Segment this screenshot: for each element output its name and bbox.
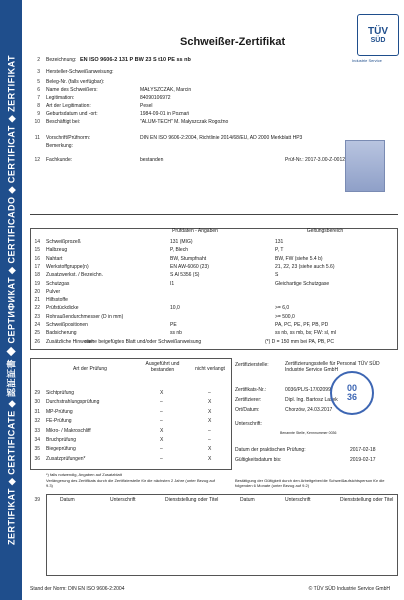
test-label: Zusatzprüfungen* xyxy=(46,455,86,462)
footnote-text: *) falls notwendig, Angaben auf Zusatzblatt xyxy=(46,472,122,477)
cert-ort-value: Chorzów, 24.03.2017 xyxy=(285,407,333,413)
row-number: 19 xyxy=(34,280,40,287)
verlaengerung-right-text: Bestätigung der Gültigkeit durch den Arbeitgeber/die Schweißaufsichtsperson für die folgenden 6 Monate (unter Bezug auf 9.2) xyxy=(235,478,385,488)
table-row xyxy=(30,338,398,347)
row-geltungsbereich: PA, PC, PE, PF, PB, PD xyxy=(275,322,329,328)
field-row xyxy=(30,142,398,151)
row-label: Zusatzwerkst. / Bezeichn. xyxy=(46,272,103,279)
field-number: 10 xyxy=(34,119,40,125)
cert-gueltig-value: 2019-02-17 xyxy=(350,457,376,463)
stamp-text-a: 00 xyxy=(346,383,357,393)
field-label: Beschäftigt bei: xyxy=(46,119,81,125)
row-prufdaten: EN AW-6060 (23) xyxy=(170,263,209,270)
test-done: – xyxy=(160,399,163,406)
row-geltungsbereich: ss nb, ss mb, bs; FW: sl, ml xyxy=(275,330,337,337)
row-number: 31 xyxy=(34,408,40,415)
row-label: Pulver xyxy=(46,288,61,295)
row-label: Schweißpositionen xyxy=(46,322,88,328)
field-label: Bezeichnung: xyxy=(46,57,77,63)
test-label: Sichtprüfung xyxy=(46,390,75,396)
row-prufdaten: P, Blech xyxy=(170,247,188,254)
row-prufdaten: 131 (MIG) xyxy=(170,239,193,245)
footer-norm: Stand der Norm: DIN EN ISO 9606-2:2004 xyxy=(30,586,125,592)
field-extra: Prüf-Nr.: 2017-3.00-Z-0012 xyxy=(285,157,346,163)
verlaengerung-right xyxy=(230,478,395,490)
field-number: 7 xyxy=(37,95,40,101)
field-value: 1984-09-01 in Poznań xyxy=(140,111,190,117)
header-nicht-verlangt: nicht verlangt xyxy=(195,366,225,372)
header-prufdaten: Prüfdaten - Angaben xyxy=(172,228,218,234)
cert-zert-value: Dipl. Ing. Bartosz Lasek xyxy=(285,397,338,403)
row-number: 32 xyxy=(34,418,40,425)
test-done: X xyxy=(160,427,164,434)
row-geltungsbereich: BW, FW (siehe 5.4 b) xyxy=(275,255,323,262)
cert-unterschrift-label: Unterschrift: xyxy=(235,421,262,427)
row-number: 17 xyxy=(34,263,40,270)
field-label: Legitimation: xyxy=(46,95,75,101)
row-geltungsbereich: (*) D = 150 mm bei PA, PB, PC xyxy=(265,338,334,345)
cert-gueltig-row xyxy=(30,456,398,465)
field-number: 6 xyxy=(37,87,40,93)
row-number: 24 xyxy=(34,322,40,328)
row-number: 26 xyxy=(34,338,40,345)
test-done: – xyxy=(160,418,163,425)
row-label: Hilfsstoffe xyxy=(46,297,68,304)
cert-zert-label: Zertifizierer: xyxy=(235,397,262,403)
test-not-required: X xyxy=(208,446,212,453)
field-value: "ALUM-TECH" M. Małyszczak Rogoźno xyxy=(140,119,229,125)
row-number: 14 xyxy=(34,239,40,245)
header-art: Art der Prüfung xyxy=(73,366,107,372)
row-number: 35 xyxy=(34,446,40,453)
sidebar-text: ZERTIFIKAT ◆ CERTIFICATE ◆ 認証証書 ◆ СЕРТИФИКАТ ◆ CERTIFICADO ◆ CERTIFICAT ◆ ZERTIFIKAT xyxy=(6,55,17,545)
cert-pruef-row xyxy=(30,446,398,455)
logo-mid-text: SÜD xyxy=(370,36,386,44)
row-label: Halbzeug xyxy=(46,247,68,254)
row-label: Werkstoffgruppe(n) xyxy=(46,263,89,270)
row-geltungsbereich: >= 6,0 xyxy=(275,305,290,312)
field-label: Beleg-Nr. (falls verfügbar): xyxy=(46,79,105,85)
test-not-required: X xyxy=(208,455,212,462)
cert-ort-label: Ort/Datum: xyxy=(235,407,260,413)
field-value: DIN EN ISO 9606-2:2004, Richtlinie 2014/68/EU, AD 2000 Merkblatt HP3 xyxy=(140,135,303,141)
cert-stelle-row xyxy=(30,361,398,373)
field-value: bestanden xyxy=(140,157,164,163)
test-not-required: – xyxy=(208,390,211,396)
test-label: FE-Prüfung xyxy=(46,418,72,425)
field-number: 8 xyxy=(37,103,40,109)
cert-stelle-value: Zertifizierungsstelle für Personal TÜV SÜD Industrie Service GmbH xyxy=(285,361,380,373)
verlaengerung-left xyxy=(30,478,215,490)
cert-gueltig-label: Gültigkeitsdatum bis: xyxy=(235,457,282,463)
field-row xyxy=(30,118,398,127)
row-label: Schweißprozeß xyxy=(46,239,81,245)
cert-nr-label: Zertifikats-Nr.: xyxy=(235,387,267,393)
page-title: Schweißer-Zertifikat xyxy=(180,36,286,48)
row-prufdaten: siehe beigefügtes Blatt und/oder Schweißanweisung xyxy=(85,338,202,345)
test-not-required: – xyxy=(208,437,211,443)
test-not-required: X xyxy=(208,408,212,415)
row-number: 30 xyxy=(34,399,40,406)
tuv-stamp xyxy=(330,371,374,415)
header-ausgefuehrt: Ausgeführt und bestanden xyxy=(145,361,180,373)
row-number: 15 xyxy=(34,247,40,254)
table3-number-text: 39 xyxy=(34,497,40,503)
row-prufdaten: PE xyxy=(170,322,177,328)
row-number: 20 xyxy=(34,288,40,295)
row-number: 29 xyxy=(34,390,40,396)
logo-top-text: TÜV xyxy=(368,25,388,37)
certificate-sidebar xyxy=(0,0,22,600)
row-label: Zusätzliche Hinweise: xyxy=(46,338,95,345)
field-label: Art der Legitimation: xyxy=(46,103,91,109)
sign-caption: Benannte Stelle, Kennnummer 0036 xyxy=(280,431,337,435)
field-value: MAŁYSZCZAK, Marcin xyxy=(140,87,192,93)
field-label: Geburtsdatum und -ort: xyxy=(46,111,98,117)
divider xyxy=(30,214,398,215)
table3-header: Dienststellung oder Titel xyxy=(165,497,219,503)
cert-stelle-label: Zertifizierstelle: xyxy=(235,362,269,368)
stamp-text-b: 36 xyxy=(346,392,357,402)
row-label: Schutzgas xyxy=(46,280,70,287)
row-number: 25 xyxy=(34,330,40,337)
field-label: Vorschrift/Prüfnorm: xyxy=(46,135,91,141)
test-label: Mikro- / Makroschliff xyxy=(46,427,91,434)
row-number: 18 xyxy=(34,272,40,279)
table3-header: Unterschrift xyxy=(285,497,311,503)
row-number: 16 xyxy=(34,255,40,262)
row-prufdaten: 10,0 xyxy=(170,305,180,312)
row-number: 22 xyxy=(34,305,40,312)
verlaengerung-left-text: Verlängerung des Zertifikats durch die Zertifizierstelle für die nächsten 2 Jahre (unter Bezug auf 9.3) xyxy=(46,478,215,488)
field-value: Pesel xyxy=(140,103,153,109)
field-label: Fachkunde: xyxy=(46,157,73,163)
table3-header: Datum xyxy=(60,497,75,503)
row-number: 34 xyxy=(34,437,40,443)
row-geltungsbereich: S xyxy=(275,272,279,279)
footer-copyright: © TÜV SÜD Industrie Service GmbH xyxy=(308,586,390,592)
test-row xyxy=(30,436,398,445)
test-done: – xyxy=(160,408,163,415)
table3-header: Dienststellung oder Titel xyxy=(340,497,394,503)
field-value: 84090106972 xyxy=(140,95,171,101)
field-label: Bemerkung: xyxy=(46,143,73,149)
row-number: 33 xyxy=(34,427,40,434)
row-number: 36 xyxy=(34,455,40,462)
test-not-required: X xyxy=(208,399,212,406)
row-label: Badsicherung xyxy=(46,330,77,337)
row-geltungsbereich: 131 xyxy=(275,239,284,245)
row-label: Rohraußendurchmesser (D in mm) xyxy=(46,313,124,320)
cert-unterschrift-row xyxy=(30,420,398,429)
table3-header: Datum xyxy=(240,497,255,503)
row-geltungsbereich: P, T xyxy=(275,247,284,254)
table3-header: Unterschrift xyxy=(110,497,136,503)
row-number: 21 xyxy=(34,297,40,304)
test-done: – xyxy=(160,446,163,453)
cert-pruef-label: Datum der praktischen Prüfung: xyxy=(235,447,306,453)
field-value: EN ISO 9606-2 131 P BW 23 S t10 PE ss nb xyxy=(80,57,191,63)
field-number: 5 xyxy=(37,79,40,85)
row-label: Nahtart xyxy=(46,255,63,262)
test-done: X xyxy=(160,437,164,443)
row-label: Prüfstückdicke xyxy=(46,305,79,312)
table-verlaengerung xyxy=(46,494,398,576)
test-label: Biegeprüfung xyxy=(46,446,76,453)
field-number: 2 xyxy=(37,57,40,63)
field-number: 12 xyxy=(34,157,40,163)
field-row xyxy=(30,156,398,165)
row-geltungsbereich: 21, 22, 23 (siehe auch 5.6) xyxy=(275,263,335,270)
field-row xyxy=(30,68,398,77)
test-label: Bruchprüfung xyxy=(46,437,77,443)
test-done: X xyxy=(160,390,164,396)
field-number: 9 xyxy=(37,111,40,117)
test-label: MP-Prüfung xyxy=(46,408,73,415)
field-label: Name des Schweißers: xyxy=(46,87,98,93)
cert-nr-value: 0036/PL/S-17/02099 xyxy=(285,387,331,393)
table3-number xyxy=(30,496,398,505)
tuv-logo xyxy=(357,14,399,56)
row-prufdaten: BW, Stumpfnaht xyxy=(170,255,207,262)
row-geltungsbereich: Gleichartige Schutzgase xyxy=(275,280,330,287)
row-geltungsbereich: >= 500,0 xyxy=(275,313,295,320)
row-prufdaten: I1 xyxy=(170,280,175,287)
certificate-page xyxy=(30,6,398,596)
test-not-required: – xyxy=(208,427,211,434)
field-row xyxy=(30,56,398,65)
row-number: 23 xyxy=(34,313,40,320)
row-prufdaten: S Al 5356 (S) xyxy=(170,272,200,279)
field-number: 3 xyxy=(37,69,40,75)
cert-pruef-value: 2017-02-18 xyxy=(350,447,376,453)
field-number: 11 xyxy=(34,135,40,141)
field-label: Hersteller-Schweißanweisung: xyxy=(46,69,114,75)
logo-subtitle: Industrie Service xyxy=(352,58,382,63)
test-not-required: X xyxy=(208,418,212,425)
row-prufdaten: ss nb xyxy=(170,330,182,337)
test-done: – xyxy=(160,455,163,462)
header-geltungsbereich: Geltungsbereich xyxy=(306,228,344,234)
test-label: Durchstrahlungsprüfung xyxy=(46,399,100,406)
